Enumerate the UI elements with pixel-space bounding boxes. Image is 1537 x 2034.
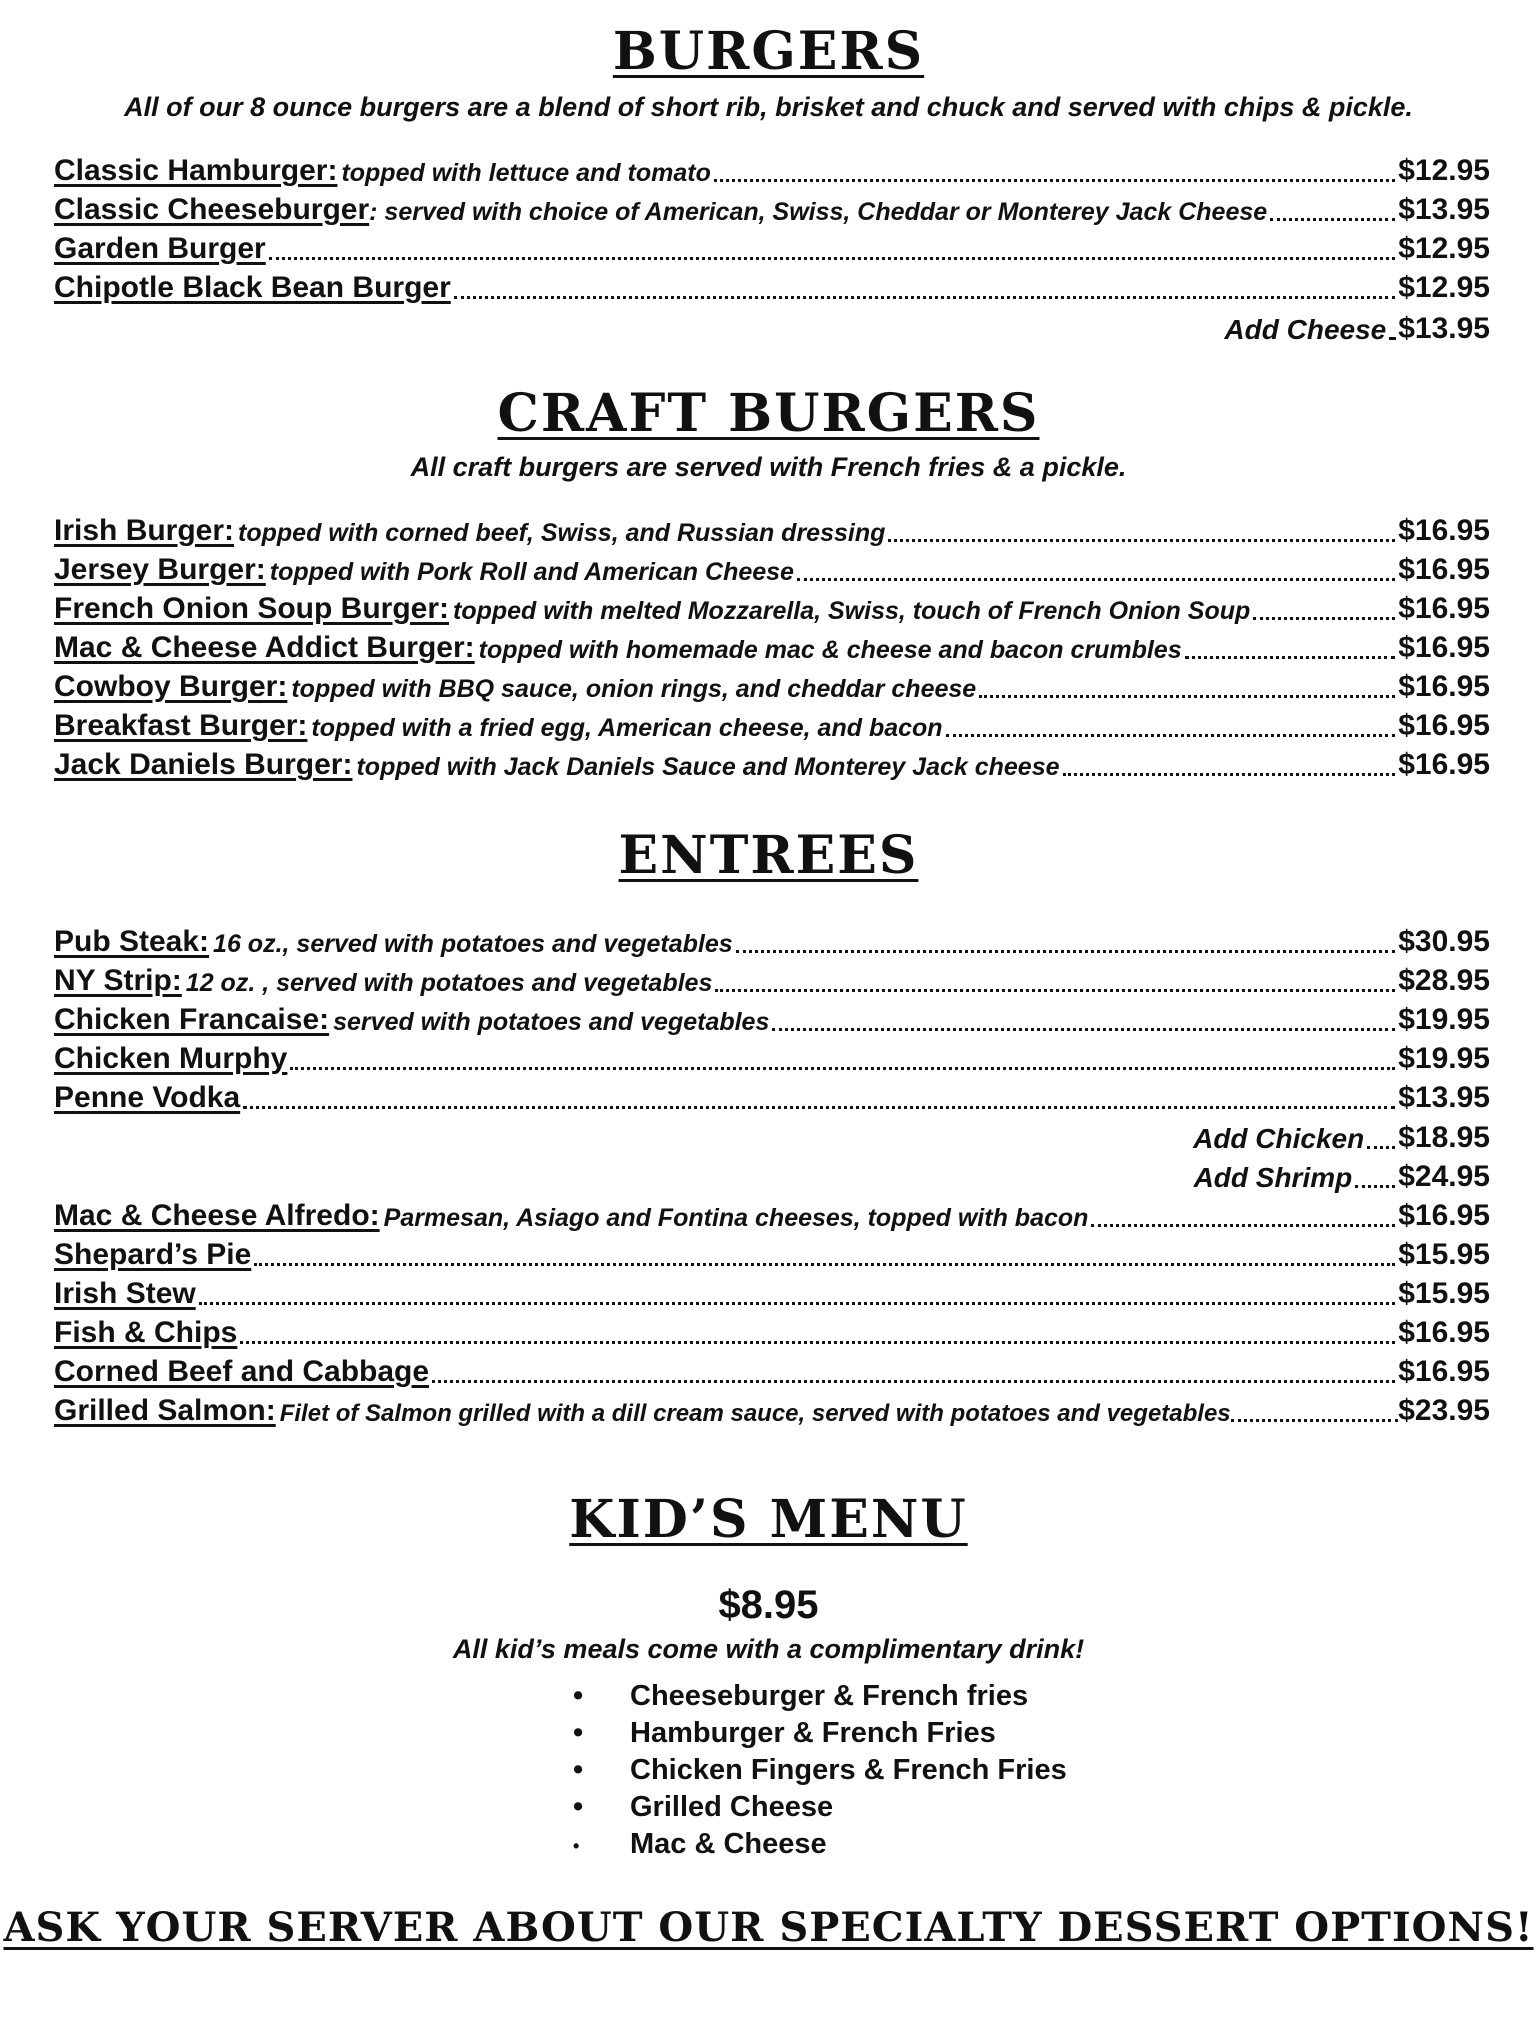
leader-dots [243, 1106, 1395, 1109]
item-name: Fish & Chips [54, 1316, 238, 1349]
item-desc: topped with lettuce and tomato [341, 159, 711, 187]
item-name: Classic Cheeseburger [54, 193, 370, 226]
bullet-icon: • [573, 1717, 584, 1749]
item-price: $12.95 [1398, 154, 1490, 187]
menu-item [54, 705, 1490, 743]
leader-dots [715, 989, 1395, 992]
leader-dots [979, 695, 1395, 698]
item-name: Irish Stew [54, 1277, 196, 1310]
leader-dots [199, 1302, 1396, 1305]
item-desc: served with potatoes and vegetables [333, 1008, 770, 1036]
leader-dots [254, 1263, 1395, 1266]
item-desc: 12 oz. , served with potatoes and vegetables [185, 969, 713, 997]
item-price: $16.95 [1398, 514, 1490, 547]
item-name: Jack Daniels Burger: [54, 748, 353, 781]
item-name: Chicken Murphy [54, 1042, 288, 1075]
addon-row [54, 308, 1490, 346]
item-name: Garden Burger [54, 232, 266, 265]
item-desc: topped with Pork Roll and American Cheese [269, 558, 794, 586]
craft-burgers-heading [0, 384, 1537, 444]
item-price: $16.95 [1398, 709, 1490, 742]
leader-dots [240, 1341, 1395, 1344]
leader-dots [797, 578, 1395, 581]
addon-label: Add Cheese [1224, 314, 1387, 345]
burgers-heading [0, 22, 1537, 82]
item-price: $16.95 [1398, 748, 1490, 781]
menu-item [54, 1038, 1490, 1076]
leader-dots [772, 1028, 1395, 1031]
item-price: $23.95 [1398, 1394, 1490, 1427]
leader-dots [432, 1380, 1395, 1383]
item-price: $16.95 [1398, 670, 1490, 703]
list-item [0, 1717, 1537, 1754]
addon-row [54, 1117, 1490, 1155]
addon-price: $13.95 [1398, 312, 1490, 345]
craft-title: CRAFT BURGERS [497, 383, 1040, 444]
item-name: Mac & Cheese Addict Burger: [54, 631, 475, 664]
list-item [0, 1754, 1537, 1791]
item-price: $16.95 [1398, 553, 1490, 586]
item-price: $12.95 [1398, 232, 1490, 265]
menu-item [54, 744, 1490, 782]
item-name: Chicken Francaise: [54, 1003, 330, 1036]
item-desc: topped with melted Mozzarella, Swiss, touch of French Onion Soup [453, 597, 1251, 625]
leader-dots [1355, 1185, 1395, 1188]
item-price: $16.95 [1398, 1316, 1490, 1349]
item-price: $16.95 [1398, 592, 1490, 625]
menu-item [54, 549, 1490, 587]
item-price: $13.95 [1398, 1081, 1490, 1114]
item-price: $15.95 [1398, 1277, 1490, 1310]
menu-item [54, 666, 1490, 704]
addon-label: Add Shrimp [1193, 1162, 1353, 1193]
item-price: $16.95 [1398, 631, 1490, 664]
kids-heading [0, 1490, 1537, 1550]
item-desc: topped with homemade mac & cheese and bacon crumbles [478, 636, 1182, 664]
item-desc: : served with choice of American, Swiss, Cheddar or Monterey Jack Cheese [369, 198, 1268, 226]
item-name: Jersey Burger: [54, 553, 266, 586]
item-desc: topped with Jack Daniels Sauce and Monterey Jack cheese [356, 753, 1060, 781]
item-desc: topped with corned beef, Swiss, and Russian dressing [238, 519, 886, 547]
leader-dots [888, 539, 1395, 542]
list-item-label: Mac & Cheese [630, 1828, 827, 1860]
menu-item [54, 1234, 1490, 1272]
menu-item [54, 1312, 1490, 1350]
leader-dots [454, 296, 1395, 299]
menu-item [54, 1390, 1490, 1428]
item-name: Grilled Salmon: [54, 1394, 276, 1427]
addon-price: $18.95 [1398, 1121, 1490, 1154]
leader-dots [714, 179, 1395, 182]
item-desc: Filet of Salmon grilled with a dill cream sauce, served with potatoes and vegetables [279, 1400, 1231, 1427]
item-price: $28.95 [1398, 964, 1490, 997]
kids-title: KID’S MENU [569, 1489, 968, 1550]
item-price: $16.95 [1398, 1355, 1490, 1388]
list-item [0, 1680, 1537, 1717]
item-name: Corned Beef and Cabbage [54, 1355, 430, 1388]
craft-intro: All craft burgers are served with French fries & a pickle. [410, 452, 1127, 482]
leader-dots [1367, 1146, 1395, 1149]
item-price: $19.95 [1398, 1003, 1490, 1036]
item-name: NY Strip: [54, 964, 182, 997]
entrees-heading [0, 826, 1537, 886]
item-desc: topped with a fried egg, American cheese, and bacon [311, 714, 943, 742]
menu-item [54, 1195, 1490, 1233]
item-desc: topped with BBQ sauce, onion rings, and cheddar cheese [291, 675, 977, 703]
list-item [0, 1828, 1537, 1865]
leader-dots [1270, 218, 1395, 221]
addon-row [54, 1156, 1490, 1194]
item-price: $12.95 [1398, 271, 1490, 304]
item-name: French Onion Soup Burger: [54, 592, 449, 625]
item-name: Shepard’s Pie [54, 1238, 252, 1271]
addon-label: Add Chicken [1193, 1123, 1365, 1154]
menu-item [54, 510, 1490, 548]
menu-item [54, 1077, 1490, 1115]
item-desc: 16 oz., served with potatoes and vegetables [213, 930, 733, 958]
list-item [0, 1791, 1537, 1828]
leader-dots [1389, 337, 1395, 340]
leader-dots [946, 734, 1396, 737]
menu-item [54, 627, 1490, 665]
menu-item [54, 1273, 1490, 1311]
leader-dots [1063, 773, 1396, 776]
menu-item [54, 228, 1490, 266]
item-price: $16.95 [1398, 1199, 1490, 1232]
bullet-icon: • [573, 1836, 580, 1856]
list-item-label: Cheeseburger & French fries [630, 1680, 1029, 1712]
item-name: Cowboy Burger: [54, 670, 288, 703]
list-item-label: Hamburger & French Fries [630, 1717, 996, 1749]
menu-item [54, 588, 1490, 626]
item-name: Penne Vodka [54, 1081, 241, 1114]
item-desc: Parmesan, Asiago and Fontina cheeses, topped with bacon [383, 1204, 1089, 1232]
item-name: Breakfast Burger: [54, 709, 308, 742]
menu-item [54, 999, 1490, 1037]
leader-dots [1091, 1224, 1395, 1227]
item-name: Irish Burger: [54, 514, 235, 547]
item-name: Mac & Cheese Alfredo: [54, 1199, 380, 1232]
bullet-icon: • [573, 1754, 584, 1786]
menu-item [54, 150, 1490, 188]
menu-item [54, 1351, 1490, 1389]
item-name: Chipotle Black Bean Burger [54, 271, 451, 304]
leader-dots [290, 1067, 1395, 1070]
item-price: $15.95 [1398, 1238, 1490, 1271]
leader-dots [736, 950, 1396, 953]
burgers-title: BURGERS [612, 21, 925, 82]
item-price: $13.95 [1398, 193, 1490, 226]
leader-dots [1231, 1419, 1399, 1422]
menu-item [54, 267, 1490, 305]
leader-dots [1185, 656, 1396, 659]
dessert-banner [0, 1904, 1537, 1951]
item-name: Pub Steak: [54, 925, 210, 958]
menu-item [54, 189, 1490, 227]
burgers-intro: All of our 8 ounce burgers are a blend of short rib, brisket and chuck and served with chips & pickle. [124, 92, 1413, 122]
item-price: $19.95 [1398, 1042, 1490, 1075]
menu-item [54, 960, 1490, 998]
kids-intro: All kid’s meals come with a complimentary drink! [452, 1634, 1085, 1664]
entrees-title: ENTREES [618, 825, 919, 886]
leader-dots [269, 257, 1396, 260]
addon-price: $24.95 [1398, 1160, 1490, 1193]
bullet-icon: • [573, 1791, 584, 1823]
bullet-icon: • [573, 1680, 584, 1712]
list-item-label: Grilled Cheese [630, 1791, 834, 1823]
leader-dots [1253, 617, 1395, 620]
dessert-banner-text: ASK YOUR SERVER ABOUT OUR SPECIALTY DESSERT OPTIONS! [3, 1904, 1534, 1951]
list-item-label: Chicken Fingers & French Fries [630, 1754, 1067, 1786]
kids-price: $8.95 [718, 1583, 819, 1627]
item-name: Classic Hamburger: [54, 154, 338, 187]
item-price: $30.95 [1398, 925, 1490, 958]
menu-item [54, 921, 1490, 959]
